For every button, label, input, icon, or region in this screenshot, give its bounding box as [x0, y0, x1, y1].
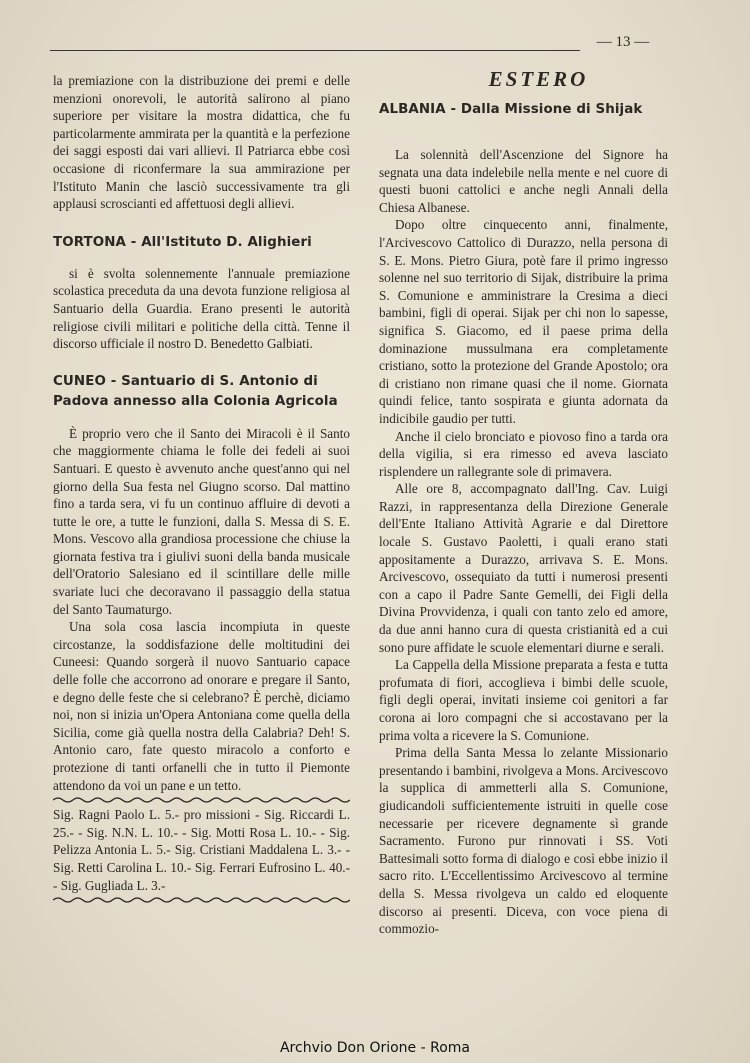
albania-paragraph-2: Dopo oltre cinquecento anni, finalmente, l'Arcivescovo Cattolico di Durazzo, nella persona di S. E. Mons. Pietro Giura, potè fare il primo ingresso solenne nel suo territorio di Sijak, distribuire la prima S. Comunione e amministrare la Cresima a dieci bambini, figli di operai. Sijak per chi non lo sapesse, significa S. Giacomo, ed il paese prima della dominazione mussulmana era completamente cristiano, sotto la protezione del Grande Apostolo; ora di cristiano non rimane quasi che il nome. Giornata quindi felice, tanto sospirata e giunta adornata da indicibile gaudio per tutti. [379, 217, 668, 426]
tortona-paragraph: si è svolta solennemente l'annuale premiazione scolastica preceduta da una devota funzione religiosa al Santuario della Guardia. Erano presenti le autorità religiose civili militari e politiche della città. Tenne il discorso ufficiale il nostro D. Benedetto Galbiati. [53, 265, 350, 352]
tortona-heading: TORTONA - All'Istituto D. Alighieri [53, 234, 312, 250]
estero-section-title: ESTERO [488, 67, 589, 91]
albania-paragraph-3: Anche il cielo bronciato e piovoso fino a tarda ora della vigilia, si era rimesso ed aveva lasciato risplendere un rallegrante sole di primavera. [379, 428, 668, 479]
albania-paragraph-1: La solennità dell'Ascenzione del Signore ha segnata una data indelebile nella mente e nel cuore di questi buoni cattolici e anche negli Annali della Chiesa Albanese. [379, 147, 668, 215]
archive-footer: Archvio Don Orione - Roma [279, 1040, 470, 1056]
intro-paragraph: la premiazione con la distribuzione dei premi e delle menzioni onorevoli, le autorità salirono al piano superiore per visitare la mostra didattica, che fu particolarmente ammirata per la quantità e la perfezione dei saggi esposti dai vari allievi. Il Patriarca ebbe così occasione di riconfermare la sua ammirazione per l'Istituto Manin che lasciò successivamente tra gli applausi scroscianti ed affettuosi degli allievi. [53, 73, 350, 212]
left-column [53, 72, 350, 906]
right-column [379, 66, 668, 938]
wavy-divider-top [53, 796, 350, 804]
wavy-divider-bottom [53, 896, 350, 904]
albania-heading: ALBANIA - Dalla Missione di Shijak [379, 102, 643, 117]
cuneo-paragraph-2: Una sola cosa lascia incompiuta in queste circostanze, la soddisfazione delle moltitudini dei Cuneesi: Quando sorgerà il nuovo Santuario capace delle folle che accorrono ad onorare e pregare il Santo, e degno delle feste che si celebrano? È perchè, diciamo noi, non si inizia un'Opera Antoniana come quella della Sicilia, come già quella nostra della Calabria? Deh! S. Antonio caro, fate questo miracolo a conforto e protezione di tanti orfanelli che in tutto il Piemonte attendono da voi un pane e un tetto. [53, 619, 350, 793]
cuneo-paragraph-1: È proprio vero che il Santo dei Miracoli è il Santo che maggiormente chiama le folle dei fedeli ai suoi Santuari. E questo è avvenuto anche quest'anno qui nel giorno della Sua festa nel Giugno scorso. Dal mattino fino a tarda sera, vi fu un continuo affluire di devoti a tutte le ore, a tutte le funzioni, dalla S. Messa di S. E. Mons. Vescovo alla grandiosa processione che chiuse la giornata festiva tra i giulivi suoni della banda musicale dell'Oratorio Salesiano ed il scintillare delle mille svariate luci che decoravano il passaggio della statua del Santo Taumaturgo. [53, 425, 350, 617]
albania-paragraph-6: Prima della Santa Messa lo zelante Missionario presentando i bambini, rivolgeva a Mons. Arcivescovo la supplica di ammetterli alla S. Comunione, giudicandoli sufficientemente istruiti in quelle cose necessarie per ricevere degnamente sì grande Sacramento. Furono pur rinnovati i SS. Voti Battesimali sotto forma di dialogo e così ebbe inizio il sacro rito. L'Eccellentissimo Arcivescovo al termine della S. Messa rivolgeva un caldo ed eloquente discorso ai presenti. Diceva, con voce piena di commozio- [379, 745, 668, 937]
albania-paragraph-5: La Cappella della Missione preparata a festa e tutta profumata di fiori, accoglieva i bimbi delle scuole, figli degli operai, invitati insieme coi genitori a far corona ai loro compagni che si accostavano per la prima volta a ricevere la S. Comunione. [379, 657, 668, 743]
donations-list: Sig. Ragni Paolo L. 5.- pro missioni - Sig. Riccardi L. 25.- - Sig. N.N. L. 10.- - Sig. Motti Rosa L. 10.- - Sig. Pelizza Antonia L. 5.- Sig. Cristiani Maddalena L. 3.- - Sig. Retti Carolina L. 10.- Sig. Ferrari Eufrosino L. 40.- - Sig. Gugliada L. 3.- [53, 807, 350, 893]
cuneo-heading: CUNEO - Santuario di S. Antonio di Padova annesso alla Colonia Agricola [53, 373, 338, 409]
header-rule [50, 50, 580, 51]
albania-paragraph-4: Alle ore 8, accompagnato dall'Ing. Cav. Luigi Razzi, in rappresentanza della Direzione Generale dell'Ente Italiano Attività Agrarie e dal Direttore locale S. Gustavo Paoletti, i quali erano stati appositamente a Durazzo, arrivava S. E. Mons. Arcivescovo, ossequiato da tutti i numerosi presenti con a capo il Padre Sante Gemelli, dei Figli della Divina Provvidenza, i quali con tanto zelo ed amore, da due anni hanno cura di questa cristianità ed a cui sono pure affidate le scuole elementari diurne e serali. [379, 481, 668, 655]
page-number: — 13 — [596, 34, 650, 50]
